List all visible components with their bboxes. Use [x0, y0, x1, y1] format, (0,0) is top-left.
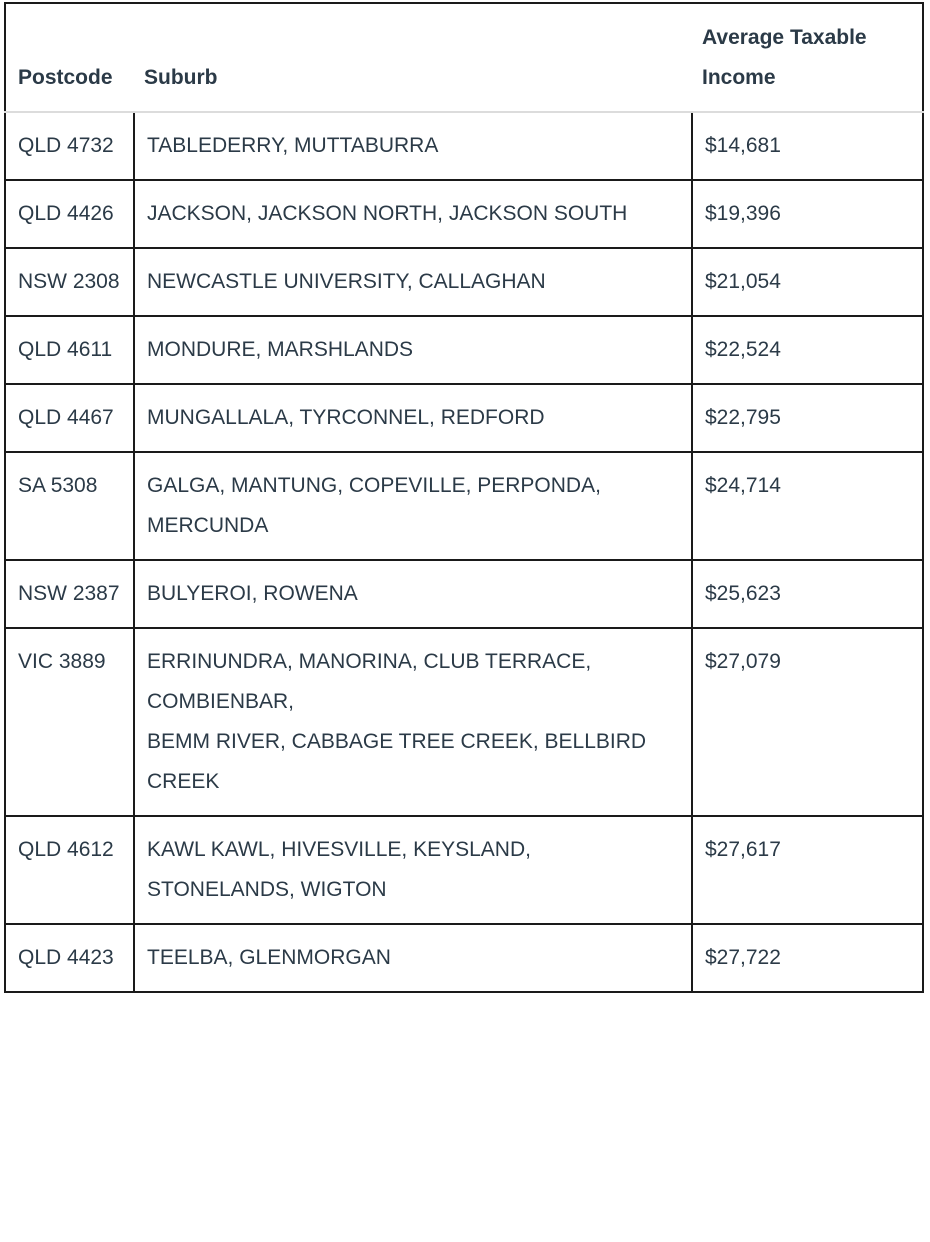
table-row	[5, 924, 923, 992]
cell-suburb	[134, 816, 692, 924]
cell-income: $27,617	[692, 816, 923, 924]
table-header	[5, 3, 923, 112]
table-row	[5, 248, 923, 316]
column-header-income-line1: Average Taxable	[702, 26, 867, 49]
cell-income: $22,524	[692, 316, 923, 384]
cell-income: $19,396	[692, 180, 923, 248]
cell-postcode: QLD 4732	[5, 112, 134, 180]
suburb-text: KAWL KAWL, HIVESVILLE, KEYSLAND, STONELANDS, WIGTON	[147, 838, 531, 901]
cell-income: $22,795	[692, 384, 923, 452]
suburb-text: TABLEDERRY, MUTTABURRA	[147, 134, 439, 157]
table-row	[5, 816, 923, 924]
suburb-text: NEWCASTLE UNIVERSITY, CALLAGHAN	[147, 270, 546, 293]
table-row	[5, 560, 923, 628]
cell-income: $21,054	[692, 248, 923, 316]
table-row	[5, 316, 923, 384]
suburb-text: GALGA, MANTUNG, COPEVILLE, PERPONDA, MERCUNDA	[147, 474, 601, 537]
cell-postcode: QLD 4611	[5, 316, 134, 384]
cell-income: $25,623	[692, 560, 923, 628]
cell-suburb	[134, 248, 692, 316]
suburb-text: TEELBA, GLENMORGAN	[147, 946, 391, 969]
table-row	[5, 452, 923, 560]
suburb-text: ERRINUNDRA, MANORINA, CLUB TERRACE, COMBIENBAR,	[147, 650, 592, 713]
income-table	[4, 2, 924, 993]
income-table-container	[4, 2, 922, 993]
cell-income: $24,714	[692, 452, 923, 560]
table-row	[5, 180, 923, 248]
cell-suburb	[134, 452, 692, 560]
header-row	[5, 3, 923, 112]
cell-suburb	[134, 112, 692, 180]
suburb-text: JACKSON, JACKSON NORTH, JACKSON SOUTH	[147, 202, 628, 225]
cell-postcode: SA 5308	[5, 452, 134, 560]
column-header-income	[692, 3, 923, 112]
cell-postcode: QLD 4467	[5, 384, 134, 452]
cell-postcode: QLD 4426	[5, 180, 134, 248]
table-row	[5, 384, 923, 452]
cell-suburb	[134, 924, 692, 992]
cell-income: $14,681	[692, 112, 923, 180]
cell-postcode: QLD 4423	[5, 924, 134, 992]
cell-postcode: NSW 2308	[5, 248, 134, 316]
cell-suburb	[134, 628, 692, 816]
column-header-postcode: Postcode	[5, 3, 134, 112]
table-row	[5, 628, 923, 816]
suburb-text: MUNGALLALA, TYRCONNEL, REDFORD	[147, 406, 545, 429]
suburb-text: MONDURE, MARSHLANDS	[147, 338, 414, 361]
cell-postcode: VIC 3889	[5, 628, 134, 816]
cell-suburb	[134, 560, 692, 628]
suburb-text: BEMM RIVER, CABBAGE TREE CREEK, BELLBIRD CREEK	[147, 730, 647, 793]
cell-postcode: NSW 2387	[5, 560, 134, 628]
cell-suburb	[134, 316, 692, 384]
column-header-income-line2: Income	[702, 66, 776, 89]
cell-income: $27,722	[692, 924, 923, 992]
cell-postcode: QLD 4612	[5, 816, 134, 924]
cell-suburb	[134, 180, 692, 248]
cell-income: $27,079	[692, 628, 923, 816]
suburb-text: BULYEROI, ROWENA	[147, 582, 358, 605]
table-row	[5, 112, 923, 180]
column-header-suburb: Suburb	[134, 3, 692, 112]
table-body	[5, 112, 923, 992]
cell-suburb	[134, 384, 692, 452]
